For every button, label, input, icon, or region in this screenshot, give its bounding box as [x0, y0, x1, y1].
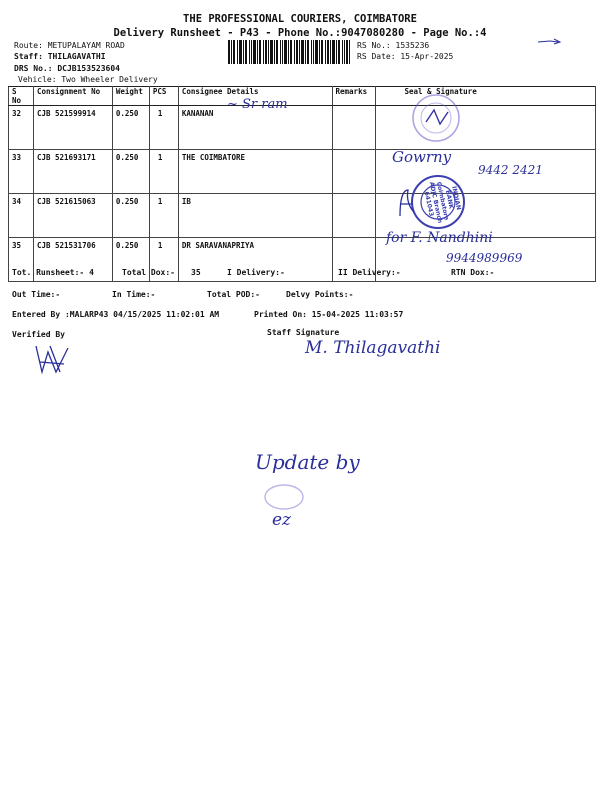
handwritten-receiver-row33: Gowrny — [392, 148, 452, 166]
total-runsheet: Tot. Runsheet:- 4 — [12, 268, 94, 277]
faint-oval-stamp-icon — [262, 482, 306, 512]
second-delivery: II Delivery:- — [338, 268, 401, 277]
bank-stamp-text: INDIAN BANK Coimbatore ADJC Branch 641043 — [422, 181, 463, 224]
col-consignment: Consignment No — [33, 87, 112, 106]
return-dox: RTN Dox:- — [451, 268, 495, 277]
cell-signature — [376, 106, 596, 150]
rs-date: RS Date: 15-Apr-2025 — [357, 52, 454, 61]
cell-remarks — [332, 194, 376, 238]
cell-sno: 35 — [9, 238, 34, 282]
col-weight: Weight — [112, 87, 149, 106]
col-remarks: Remarks — [332, 87, 376, 106]
handwritten-update-initials: ez — [272, 510, 292, 530]
cell-pcs: 1 — [149, 106, 178, 150]
barcode — [228, 40, 350, 64]
col-pcs: PCS — [149, 87, 178, 106]
signature-mark-icon — [396, 186, 418, 220]
first-delivery: I Delivery:- — [227, 268, 285, 277]
cell-pcs: 1 — [149, 150, 178, 194]
cell-consignment: CJB 521693171 — [33, 150, 112, 194]
col-consignee: Consignee Details — [178, 87, 332, 106]
delivery-points: Delvy Points:- — [286, 290, 354, 299]
cell-sno: 32 — [9, 106, 34, 150]
rs-number: RS No.: 1535236 — [357, 41, 430, 50]
handwritten-receiver-row35: for F. Nandhini — [386, 230, 493, 246]
handwritten-phone-row33: 9442 2421 — [478, 163, 543, 177]
cell-remarks — [332, 150, 376, 194]
cell-weight: 0.250 — [112, 238, 149, 282]
cell-pcs: 1 — [149, 238, 178, 282]
verifier-signature-icon — [30, 342, 74, 376]
cell-consignee: KANANAN — [178, 106, 332, 150]
cell-sno: 34 — [9, 194, 34, 238]
cell-consignment: CJB 521599914 — [33, 106, 112, 150]
handwritten-receiver-row32: ~ Sr ram — [227, 97, 288, 112]
cell-consignee: THE COIMBATORE — [178, 150, 332, 194]
company-title: THE PROFESSIONAL COURIERS, COIMBATORE — [183, 13, 417, 25]
cell-weight: 0.250 — [112, 150, 149, 194]
cell-remarks — [332, 106, 376, 150]
cell-consignment: CJB 521531706 — [33, 238, 112, 282]
staff-signature-label: Staff Signature — [267, 328, 340, 337]
verified-by-label: Verified By — [12, 330, 65, 339]
table-row — [9, 194, 596, 238]
table-header-row — [9, 87, 596, 106]
staff-label: Staff: THILAGAVATHI — [14, 52, 106, 61]
handwritten-update-note: Update by — [255, 450, 360, 474]
total-dox-label: Total Dox:- — [122, 268, 175, 277]
route-label: Route: METUPALAYAM ROAD — [14, 41, 125, 50]
handwritten-phone-row35: 9944989969 — [446, 251, 523, 265]
entered-by: Entered By :MALARP43 04/15/2025 11:02:01 AM — [12, 310, 220, 319]
col-sno: S No — [9, 87, 34, 106]
pen-mark-icon — [536, 36, 566, 46]
total-pod: Total POD:- — [207, 290, 260, 299]
cell-consignee: DR SARAVANAPRIYA — [178, 238, 332, 282]
cell-consignee: IB — [178, 194, 332, 238]
cell-weight: 0.250 — [112, 106, 149, 150]
total-dox-value: 35 — [191, 268, 201, 277]
col-seal-signature: Seal & Signature — [376, 87, 596, 106]
cell-sno: 33 — [9, 150, 34, 194]
cell-consignment: CJB 521615063 — [33, 194, 112, 238]
vehicle-label: Vehicle: Two Wheeler Delivery — [18, 75, 158, 84]
drs-label: DRS No.: DCJB153523604 — [14, 64, 120, 73]
cell-weight: 0.250 — [112, 194, 149, 238]
runsheet-title: Delivery Runsheet - P43 - Phone No.:9047080280 - Page No.:4 — [113, 27, 487, 39]
cell-pcs: 1 — [149, 194, 178, 238]
out-time: Out Time:- — [12, 290, 61, 299]
in-time: In Time:- — [112, 290, 156, 299]
printed-on: Printed On: 15-04-2025 11:03:57 — [254, 310, 404, 319]
staff-handwritten-signature: M. Thilagavathi — [305, 338, 441, 358]
table-row — [9, 106, 596, 150]
faint-stamp-icon — [410, 92, 462, 144]
